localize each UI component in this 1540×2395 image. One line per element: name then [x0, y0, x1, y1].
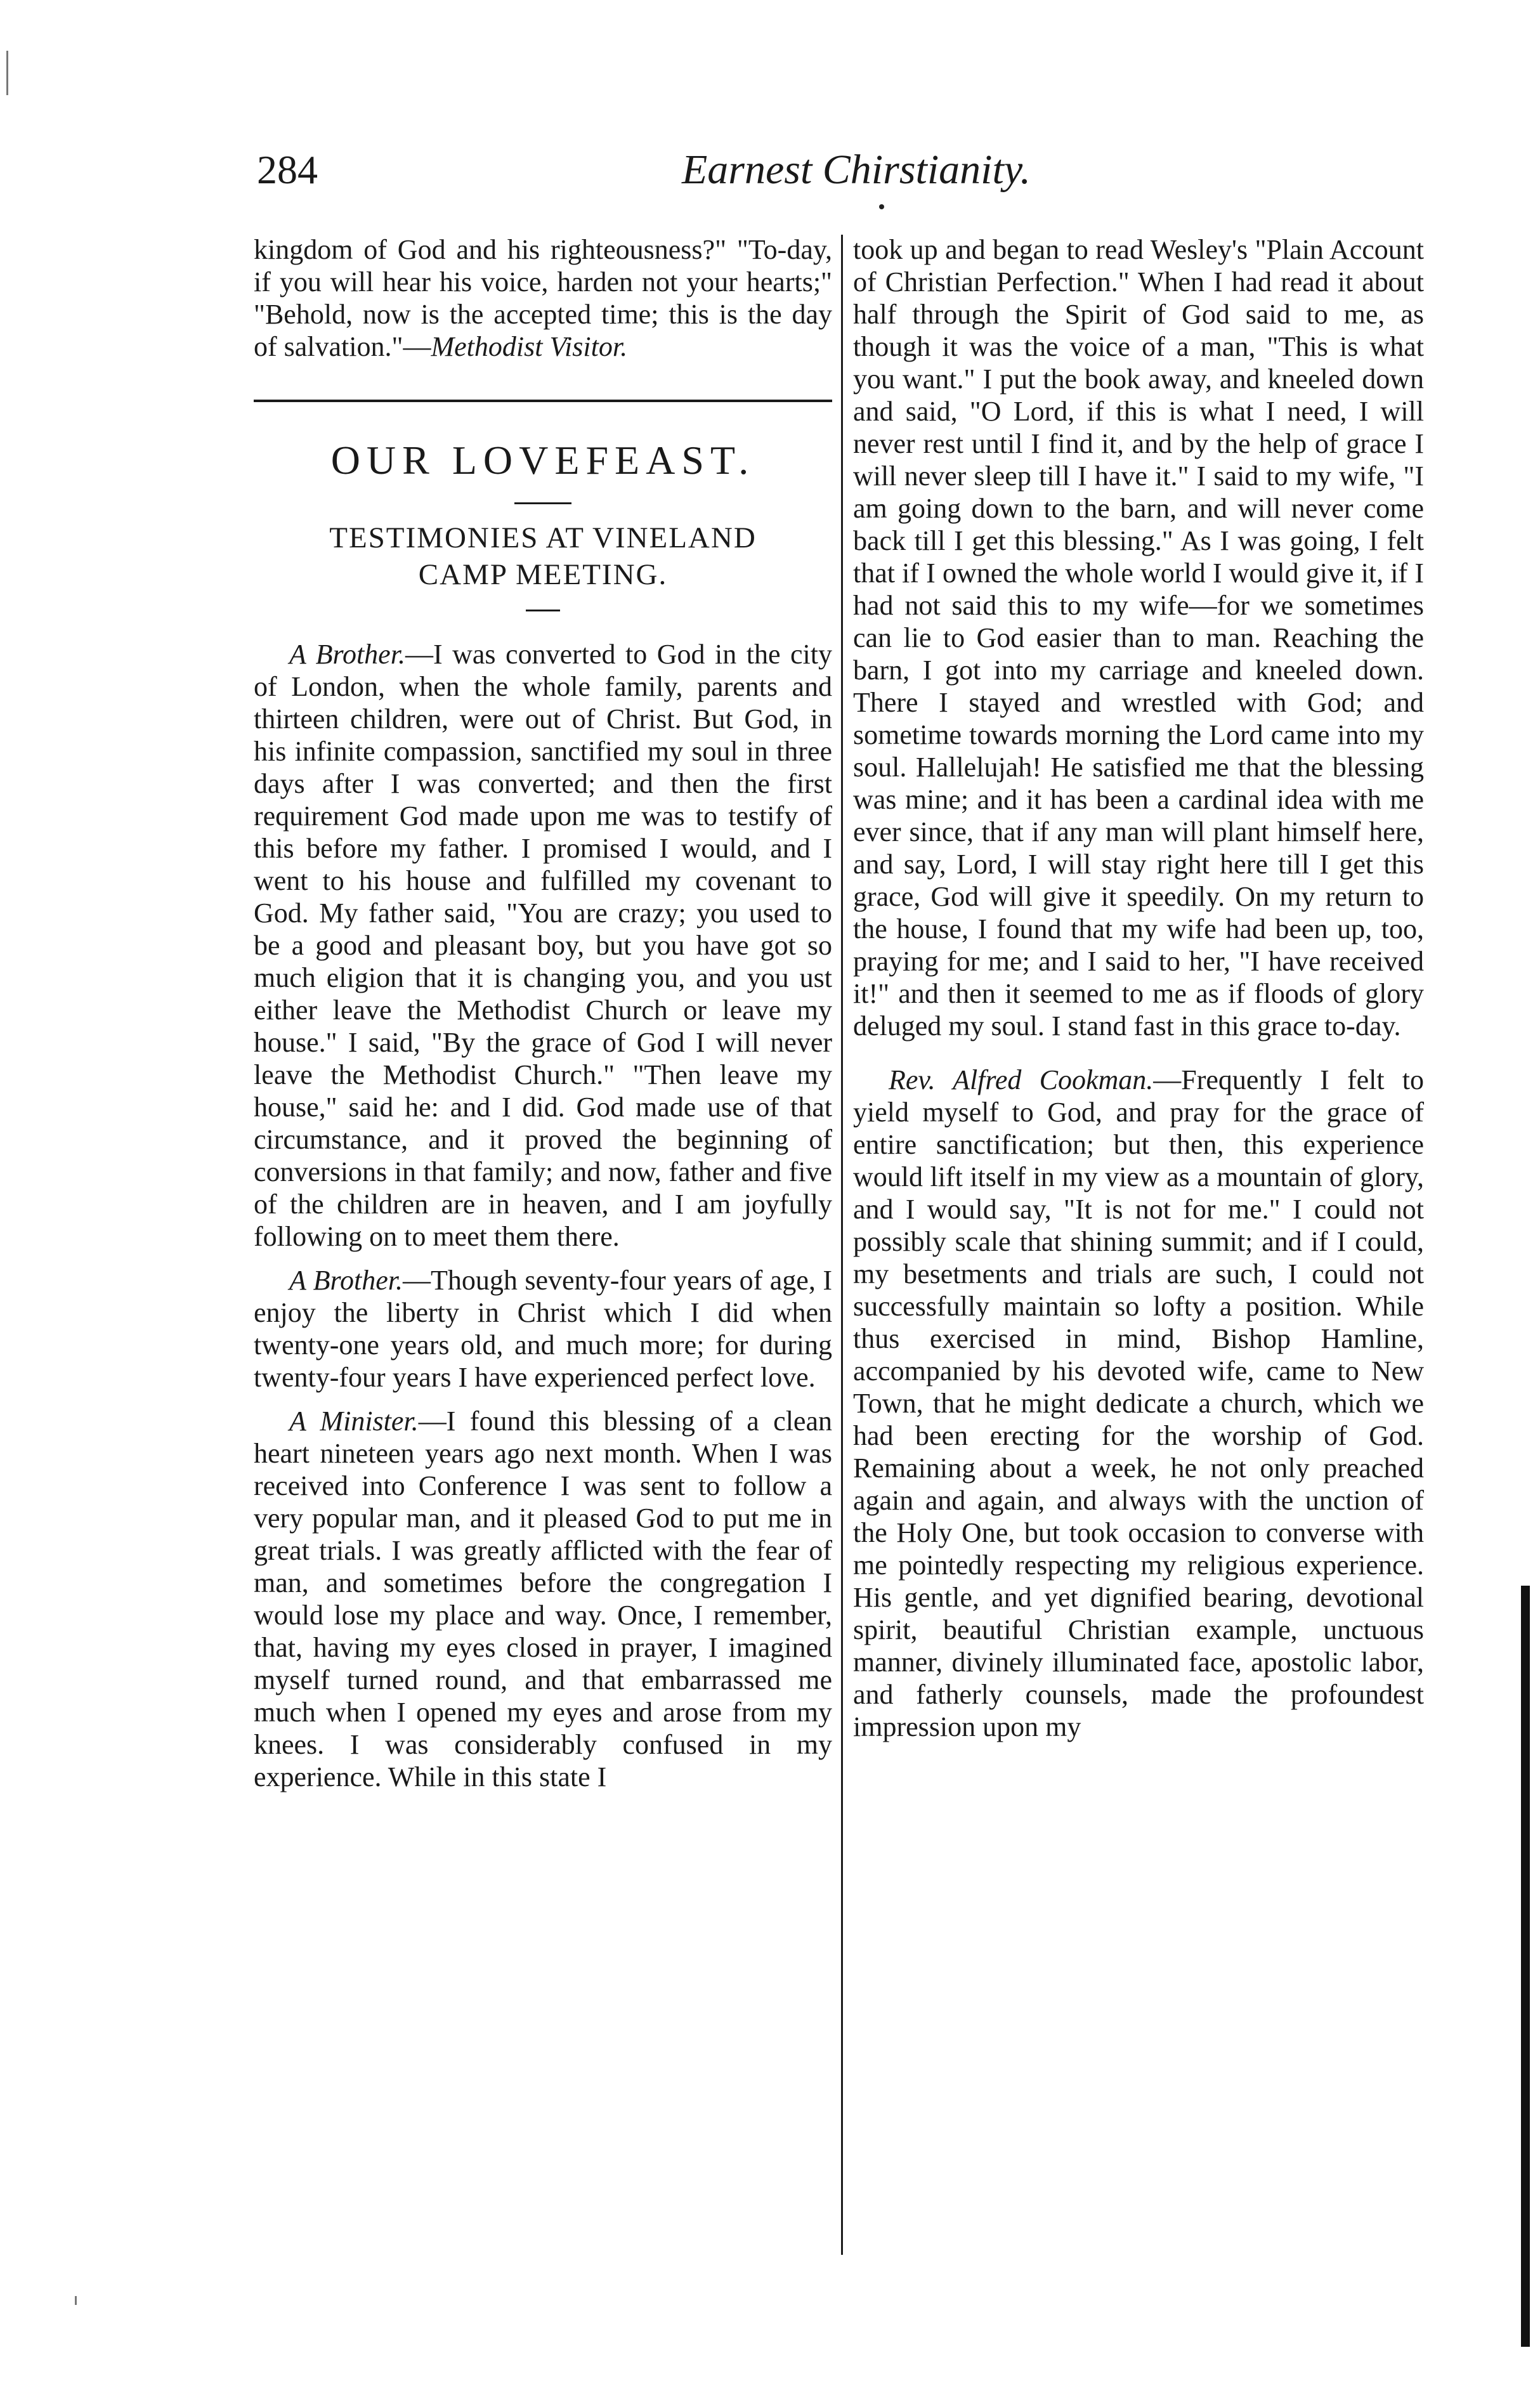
print-dot [879, 204, 884, 209]
testimony-text: —I was converted to God in the city of London, when the whole family, parents and thirteen children, were out of Christ. But God, in his infinite compassion, sanctified my soul in three days after I was converted; and then the first requirement God made upon me was to testify of this before my father. I promised I would, and I went to his house and fulfilled my covenant to God. My father said, "You are crazy; you used to be a good and pleasant boy, but you have got so much eligion that it is changing you, and you ust either leave the Methodist Church or leave my house." I said, "By the grace of God I will never leave the Methodist Church." "Then leave my house," said he: and I did. God made use of that circumstance, and it proved the beginning of conversions in that family; and now, father and five of the children are in heaven, and I am joyfully following on to meet them there. [254, 639, 832, 1252]
running-title: Earnest Chirstianity. [681, 147, 1031, 193]
section-subtitle: TESTIMONIES AT VINELAND CAMP MEETING. [329, 521, 757, 591]
testimony-text: —Frequently I felt to yield myself to God, and pray for the grace of entire sanctification; but then, this experience would lift itself in my view as a mountain of glory, and I would say, "It is not for me." I could not possibly scale that shining summit; and if I could, my besetments and trials are such, I could not successfully maintain so lofty a position. While thus exercised in mind, Bishop Hamline, accompanied by his devoted wife, came to New Town, that he might dedicate a church, which we had been erecting for the worship of God. Remaining about a week, he not only preached again and again, and always with the unction of the Holy One, but took occasion to converse with me pointedly respecting my religious experience. His gentle, and yet dignified bearing, devotional spirit, beautiful Christian example, unctuous manner, divinely illuminated face, apostolic labor, and fatherly counsels, made the profoundest impression upon my [853, 1064, 1425, 1742]
scan-mark [75, 2296, 77, 2305]
subtitle-rule [526, 610, 560, 611]
scan-edge-shadow [1521, 1586, 1530, 2347]
testimony-paragraph [254, 1264, 832, 1393]
testimony-text: —Though seventy-four years of age, I enjoy the liberty in Christ which I did when twenty-one years old, and much more; for during twenty-four years I have experienced perfect love. [254, 1265, 832, 1393]
intro-paragraph [254, 233, 832, 363]
testimony-speaker: A Brother. [289, 1265, 403, 1296]
testimony-text: —I found this blessing of a clean heart nineteen years ago next month. When I was received into Conference I was sent to follow a very popular man, and it pleased God to put me in great trials. I was greatly afflicted with the fear of man, and sometimes before the congregation I would lose my place and way. Once, I remember, that, having my eyes closed in prayer, I imagined myself turned round, and that embarrassed me much when I opened my eyes and arose from my knees. I was considerably confused in my experience. While in this state I [254, 1406, 832, 1792]
page-number: 284 [257, 147, 318, 192]
column-divider [841, 235, 843, 2255]
intro-text: kingdom of God and his righteousness?" "To-day, if you will hear his voice, harden not your hearts;" "Behold, now is the accepted time; this is the day of salvation."— [254, 234, 832, 362]
testimony-paragraph [254, 638, 832, 1253]
testimony-paragraph [853, 1064, 1424, 1743]
testimony-paragraph [254, 1405, 832, 1793]
paragraph-gap [853, 1042, 1424, 1064]
testimony-speaker: Rev. Alfred Cookman. [889, 1064, 1154, 1095]
right-column [853, 233, 1424, 1743]
testimony-speaker: A Minister. [289, 1406, 419, 1437]
scan-mark [6, 51, 8, 95]
left-column [254, 233, 832, 1793]
continuation-paragraph: took up and began to read Wesley's "Plain Account of Christian Perfection." When I had read it about half through the Spirit of God said to me, as though it was the voice of a man, "This is what you want." I put the book away, and kneeled down and said, "O Lord, if this is what I need, I will never rest until I find it, and by the help of grace I will never sleep till I have it." I said to my wife, "I am going down to the barn, and will never come back till I get this blessing." As I was going, I felt that if I owned the whole world I would give it, if I had not said this to my wife—for we sometimes can lie to God easier than to man. Reaching the barn, I got into my carriage and kneeled down. There I stayed and wrestled with God; and sometime towards morning the Lord came into my soul. Hallelujah! He satisfied me that the blessing was mine; and it has been a cardinal idea with me ever since, that if any man will plant himself here, and say, Lord, I will stay right here till I get this grace, God will give it speedily. On my return to the house, I found that my wife had been up, too, praying for me; and I said to her, "I have received it!" and then it seemed to me as if floods of glory deluged my soul. I stand fast in this grace to-day. [853, 234, 1424, 1041]
title-rule [514, 502, 571, 504]
section-divider [254, 400, 832, 402]
section-title: OUR LOVEFEAST. [330, 438, 755, 483]
testimony-speaker: A Brother. [289, 639, 405, 670]
intro-source: Methodist Visitor. [431, 331, 628, 362]
